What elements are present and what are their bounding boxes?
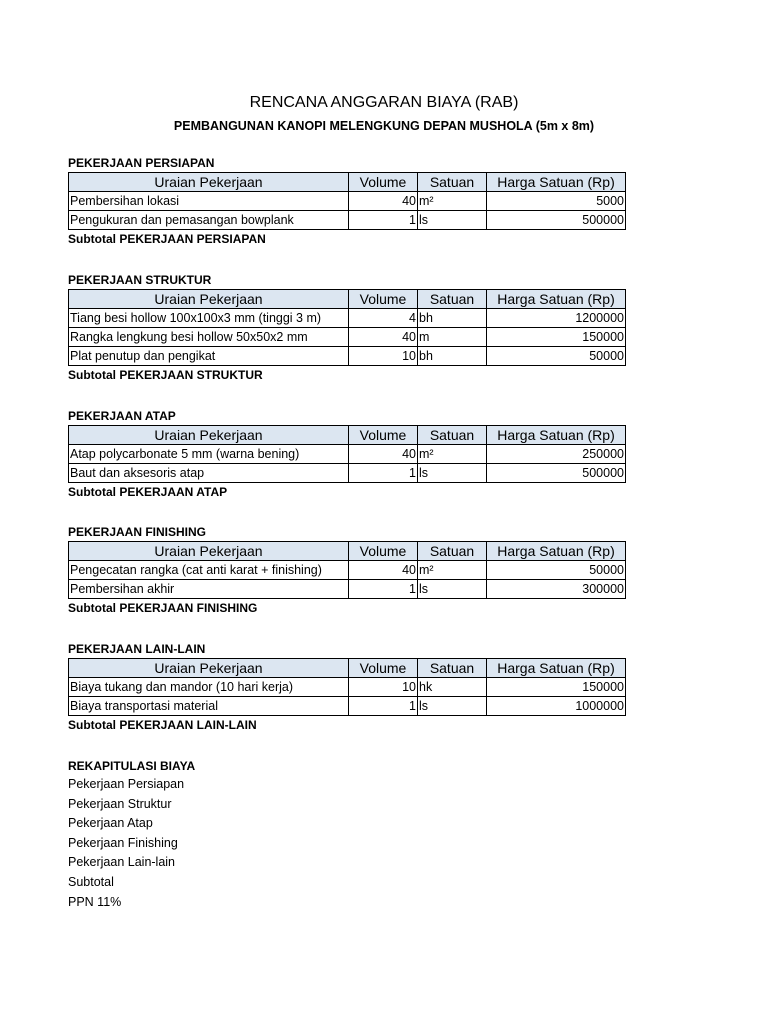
table-header-row bbox=[69, 659, 626, 678]
section-block bbox=[68, 641, 625, 734]
cell-uraian: Rangka lengkung besi hollow 50x50x2 mm bbox=[69, 328, 349, 347]
cell-uraian: Baut dan aksesoris atap bbox=[69, 464, 349, 483]
cell-volume: 1 bbox=[349, 580, 418, 599]
section-subtotal: Subtotal PEKERJAAN ATAP bbox=[68, 485, 228, 499]
cell-volume: 1 bbox=[349, 697, 418, 716]
cell-volume: 10 bbox=[349, 347, 418, 366]
cost-table bbox=[68, 541, 626, 599]
section-title: PEKERJAAN PERSIAPAN bbox=[68, 156, 215, 170]
table-row bbox=[69, 328, 626, 347]
table-row bbox=[69, 445, 626, 464]
table-row bbox=[69, 211, 626, 230]
rekapitulasi-title: REKAPITULASI BIAYA bbox=[68, 759, 196, 773]
table-row bbox=[69, 561, 626, 580]
header-volume: Volume bbox=[349, 290, 418, 309]
document-subtitle: PEMBANGUNAN KANOPI MELENGKUNG DEPAN MUSHOLA (5m x 8m) bbox=[173, 119, 595, 133]
cell-volume: 40 bbox=[349, 561, 418, 580]
cell-harga: 50000 bbox=[487, 347, 626, 366]
cell-uraian: Pengukuran dan pemasangan bowplank bbox=[69, 211, 349, 230]
cell-satuan: ls bbox=[418, 580, 487, 599]
section-block bbox=[68, 272, 625, 384]
cell-harga: 150000 bbox=[487, 678, 626, 697]
cell-harga: 1000000 bbox=[487, 697, 626, 716]
header-uraian: Uraian Pekerjaan bbox=[69, 290, 349, 309]
cell-volume: 40 bbox=[349, 192, 418, 211]
cell-satuan: hk bbox=[418, 678, 487, 697]
cell-harga: 500000 bbox=[487, 464, 626, 483]
header-volume: Volume bbox=[349, 173, 418, 192]
cell-satuan: bh bbox=[418, 309, 487, 328]
table-row bbox=[69, 347, 626, 366]
cell-harga: 150000 bbox=[487, 328, 626, 347]
rekapitulasi-item: Pekerjaan Persiapan bbox=[68, 777, 185, 791]
table-row bbox=[69, 464, 626, 483]
cell-uraian: Tiang besi hollow 100x100x3 mm (tinggi 3 m) bbox=[69, 309, 349, 328]
cell-volume: 40 bbox=[349, 445, 418, 464]
cell-volume: 1 bbox=[349, 464, 418, 483]
cell-uraian: Plat penutup dan pengikat bbox=[69, 347, 349, 366]
cell-satuan: m² bbox=[418, 192, 487, 211]
rekapitulasi-item: Pekerjaan Atap bbox=[68, 816, 153, 831]
section-title: PEKERJAAN FINISHING bbox=[68, 525, 207, 539]
cell-uraian: Atap polycarbonate 5 mm (warna bening) bbox=[69, 445, 349, 464]
header-volume: Volume bbox=[349, 426, 418, 445]
header-harga: Harga Satuan (Rp) bbox=[487, 542, 626, 561]
cell-uraian: Pembersihan akhir bbox=[69, 580, 349, 599]
cost-table bbox=[68, 289, 626, 366]
header-uraian: Uraian Pekerjaan bbox=[69, 659, 349, 678]
rekapitulasi-item: Subtotal bbox=[68, 874, 114, 889]
cost-table bbox=[68, 425, 626, 483]
rekapitulasi-list bbox=[68, 775, 468, 912]
cell-satuan: m² bbox=[418, 445, 487, 464]
cell-uraian: Biaya transportasi material bbox=[69, 697, 349, 716]
section-subtotal: Subtotal PEKERJAAN LAIN-LAIN bbox=[68, 718, 257, 732]
header-satuan: Satuan bbox=[418, 659, 487, 678]
cell-volume: 1 bbox=[349, 211, 418, 230]
cell-volume: 4 bbox=[349, 309, 418, 328]
header-uraian: Uraian Pekerjaan bbox=[69, 426, 349, 445]
cell-satuan: ls bbox=[418, 211, 487, 230]
cell-satuan: bh bbox=[418, 347, 487, 366]
header-satuan: Satuan bbox=[418, 173, 487, 192]
table-header-row bbox=[69, 290, 626, 309]
cell-harga: 500000 bbox=[487, 211, 626, 230]
table-row bbox=[69, 678, 626, 697]
cell-harga: 250000 bbox=[487, 445, 626, 464]
rekapitulasi-section bbox=[68, 757, 468, 912]
header-volume: Volume bbox=[349, 542, 418, 561]
cost-table bbox=[68, 172, 626, 230]
cell-harga: 50000 bbox=[487, 561, 626, 580]
cell-volume: 10 bbox=[349, 678, 418, 697]
cell-uraian: Pengecatan rangka (cat anti karat + finishing) bbox=[69, 561, 349, 580]
rekapitulasi-item: Pekerjaan Lain-lain bbox=[68, 855, 176, 870]
section-subtotal: Subtotal PEKERJAAN PERSIAPAN bbox=[68, 232, 266, 246]
section-block bbox=[68, 408, 625, 501]
header-harga: Harga Satuan (Rp) bbox=[487, 659, 626, 678]
section-title: PEKERJAAN LAIN-LAIN bbox=[68, 642, 206, 656]
table-row bbox=[69, 697, 626, 716]
section-subtotal: Subtotal PEKERJAAN FINISHING bbox=[68, 601, 258, 615]
rekapitulasi-item: PPN 11% bbox=[68, 894, 122, 909]
cell-satuan: m² bbox=[418, 561, 487, 580]
table-header-row bbox=[69, 173, 626, 192]
cell-uraian: Biaya tukang dan mandor (10 hari kerja) bbox=[69, 678, 349, 697]
header-uraian: Uraian Pekerjaan bbox=[69, 173, 349, 192]
cell-satuan: m bbox=[418, 328, 487, 347]
section-title: PEKERJAAN ATAP bbox=[68, 409, 176, 423]
table-row bbox=[69, 580, 626, 599]
cost-table bbox=[68, 658, 626, 716]
table-row bbox=[69, 309, 626, 328]
header-harga: Harga Satuan (Rp) bbox=[487, 426, 626, 445]
table-row bbox=[69, 192, 626, 211]
header-volume: Volume bbox=[349, 659, 418, 678]
header-satuan: Satuan bbox=[418, 426, 487, 445]
table-header-row bbox=[69, 542, 626, 561]
section-block bbox=[68, 524, 625, 617]
rekapitulasi-item: Pekerjaan Finishing bbox=[68, 835, 178, 850]
cell-satuan: ls bbox=[418, 697, 487, 716]
section-subtotal: Subtotal PEKERJAAN STRUKTUR bbox=[68, 368, 263, 382]
cell-harga: 5000 bbox=[487, 192, 626, 211]
header-satuan: Satuan bbox=[418, 542, 487, 561]
cell-harga: 1200000 bbox=[487, 309, 626, 328]
cell-satuan: ls bbox=[418, 464, 487, 483]
section-block bbox=[68, 155, 625, 248]
section-title: PEKERJAAN STRUKTUR bbox=[68, 273, 212, 287]
header-harga: Harga Satuan (Rp) bbox=[487, 290, 626, 309]
header-uraian: Uraian Pekerjaan bbox=[69, 542, 349, 561]
header-satuan: Satuan bbox=[418, 290, 487, 309]
rekapitulasi-item: Pekerjaan Struktur bbox=[68, 796, 172, 811]
cell-volume: 40 bbox=[349, 328, 418, 347]
cell-harga: 300000 bbox=[487, 580, 626, 599]
table-header-row bbox=[69, 426, 626, 445]
document-title: RENCANA ANGGARAN BIAYA (RAB) bbox=[249, 94, 519, 111]
header-harga: Harga Satuan (Rp) bbox=[487, 173, 626, 192]
cell-uraian: Pembersihan lokasi bbox=[69, 192, 349, 211]
